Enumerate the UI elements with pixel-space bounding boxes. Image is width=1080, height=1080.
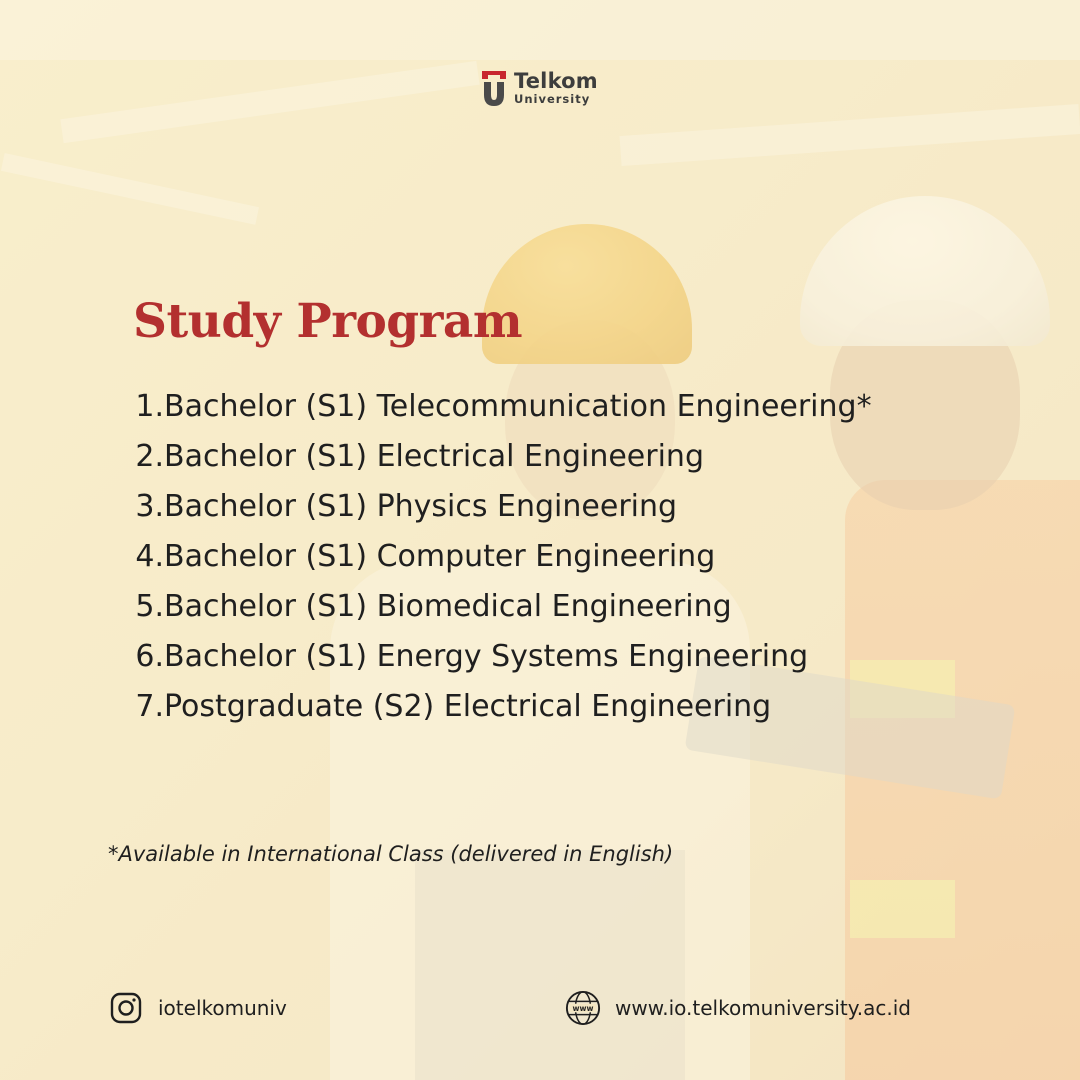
- list-item: [130, 639, 1030, 689]
- list-item-number: 7.: [135, 689, 164, 724]
- globe-www-icon: [565, 990, 601, 1026]
- logo-name: Telkom: [514, 68, 598, 93]
- telkom-university-logo: [480, 66, 604, 110]
- list-item-number: 1.: [135, 389, 164, 424]
- list-item-number: 3.: [135, 489, 164, 524]
- logo-subtitle: University: [514, 91, 591, 106]
- instagram-icon: [108, 990, 144, 1026]
- telkom-university-logo-icon: [480, 69, 508, 107]
- instagram-handle: iotelkomuniv: [158, 996, 287, 1020]
- list-item-number: 4.: [135, 539, 164, 574]
- svg-text:www: www: [572, 1003, 594, 1013]
- list-item-label: Bachelor (S1) Physics Engineering: [164, 489, 678, 524]
- website-link[interactable]: [565, 990, 911, 1026]
- list-item: [130, 539, 1030, 589]
- list-item: [130, 489, 1030, 539]
- list-item-label: Postgraduate (S2) Electrical Engineering: [164, 689, 772, 724]
- list-item-label: Bachelor (S1) Biomedical Engineering: [164, 589, 732, 624]
- list-item: [130, 389, 1030, 439]
- list-item-label: Bachelor (S1) Electrical Engineering: [164, 439, 704, 474]
- footnote: *Available in International Class (delivered in English): [108, 842, 674, 866]
- page-title: Study Program: [133, 294, 523, 349]
- list-item: [130, 439, 1030, 489]
- list-item-number: 6.: [135, 639, 164, 674]
- list-item-label: Bachelor (S1) Telecommunication Engineering*: [164, 389, 872, 424]
- website-url: www.io.telkomuniversity.ac.id: [615, 996, 911, 1020]
- list-item-label: Bachelor (S1) Energy Systems Engineering: [164, 639, 809, 674]
- program-list: [130, 389, 1030, 739]
- list-item-label: Bachelor (S1) Computer Engineering: [164, 539, 716, 574]
- list-item: [130, 589, 1030, 639]
- list-item-number: 5.: [135, 589, 164, 624]
- list-item: [130, 689, 1030, 739]
- instagram-link[interactable]: [108, 990, 287, 1026]
- list-item-number: 2.: [135, 439, 164, 474]
